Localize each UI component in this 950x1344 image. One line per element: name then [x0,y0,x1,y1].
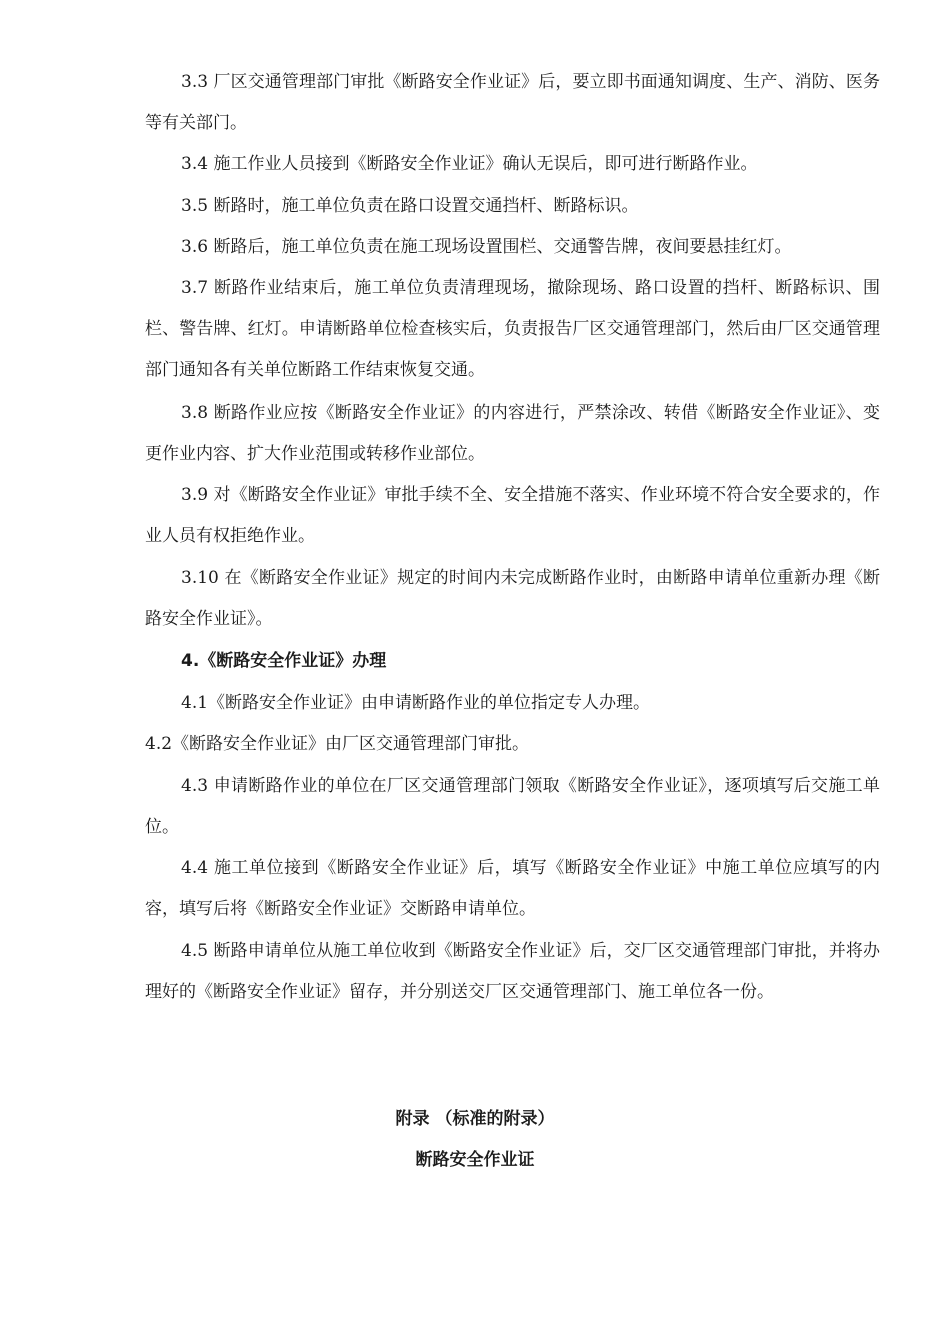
paragraph-3-6: 3.6 断路后，施工单位负责在施工现场设置围栏、交通警告牌，夜间要悬挂红灯。 [181,237,792,257]
paragraph-3-4: 3.4 施工作业人员接到《断路安全作业证》确认无误后，即可进行断路作业。 [181,154,758,174]
paragraph-4-2: 4.2《断路安全作业证》由厂区交通管理部门审批。 [145,734,530,754]
section-4-heading: 4.《断路安全作业证》办理 [181,651,387,671]
paragraph-4-1: 4.1《断路安全作业证》由申请断路作业的单位指定专人办理。 [181,693,651,713]
paragraph-3-8: 3.8 断路作业应按《断路安全作业证》的内容进行，严禁涂改、转借《断路安全作业证》、变更作业内容、扩大作业范围或转移作业部位。 [145,403,880,464]
appendix-title: 附录 （标准的附录） [395,1109,555,1129]
paragraph-3-9: 3.9 对《断路安全作业证》审批手续不全、安全措施不落实、作业环境不符合安全要求的，作业人员有权拒绝作业。 [145,485,880,546]
paragraph-4-3: 4.3 申请断路作业的单位在厂区交通管理部门领取《断路安全作业证》，逐项填写后交施工单位。 [145,776,880,837]
paragraph-3-5: 3.5 断路时，施工单位负责在路口设置交通挡杆、断路标识。 [181,196,639,216]
paragraph-3-7: 3.7 断路作业结束后，施工单位负责清理现场，撤除现场、路口设置的挡杆、断路标识、围栏、警告牌、红灯。申请断路单位检查核实后，负责报告厂区交通管理部门，然后由厂区交通管理部门通知各有关单位断路工作结束恢复交通。 [145,278,880,380]
appendix-subtitle: 断路安全作业证 [415,1150,535,1170]
paragraph-4-4: 4.4 施工单位接到《断路安全作业证》后，填写《断路安全作业证》中施工单位应填写的内容，填写后将《断路安全作业证》交断路申请单位。 [145,858,880,919]
paragraph-4-5: 4.5 断路申请单位从施工单位收到《断路安全作业证》后，交厂区交通管理部门审批，并将办理好的《断路安全作业证》留存，并分别送交厂区交通管理部门、施工单位各一份。 [145,941,880,1002]
paragraph-3-3: 3.3 厂区交通管理部门审批《断路安全作业证》后，要立即书面通知调度、生产、消防、医务等有关部门。 [145,72,880,133]
paragraph-3-10: 3.10 在《断路安全作业证》规定的时间内未完成断路作业时，由断路申请单位重新办理《断路安全作业证》。 [145,568,880,629]
